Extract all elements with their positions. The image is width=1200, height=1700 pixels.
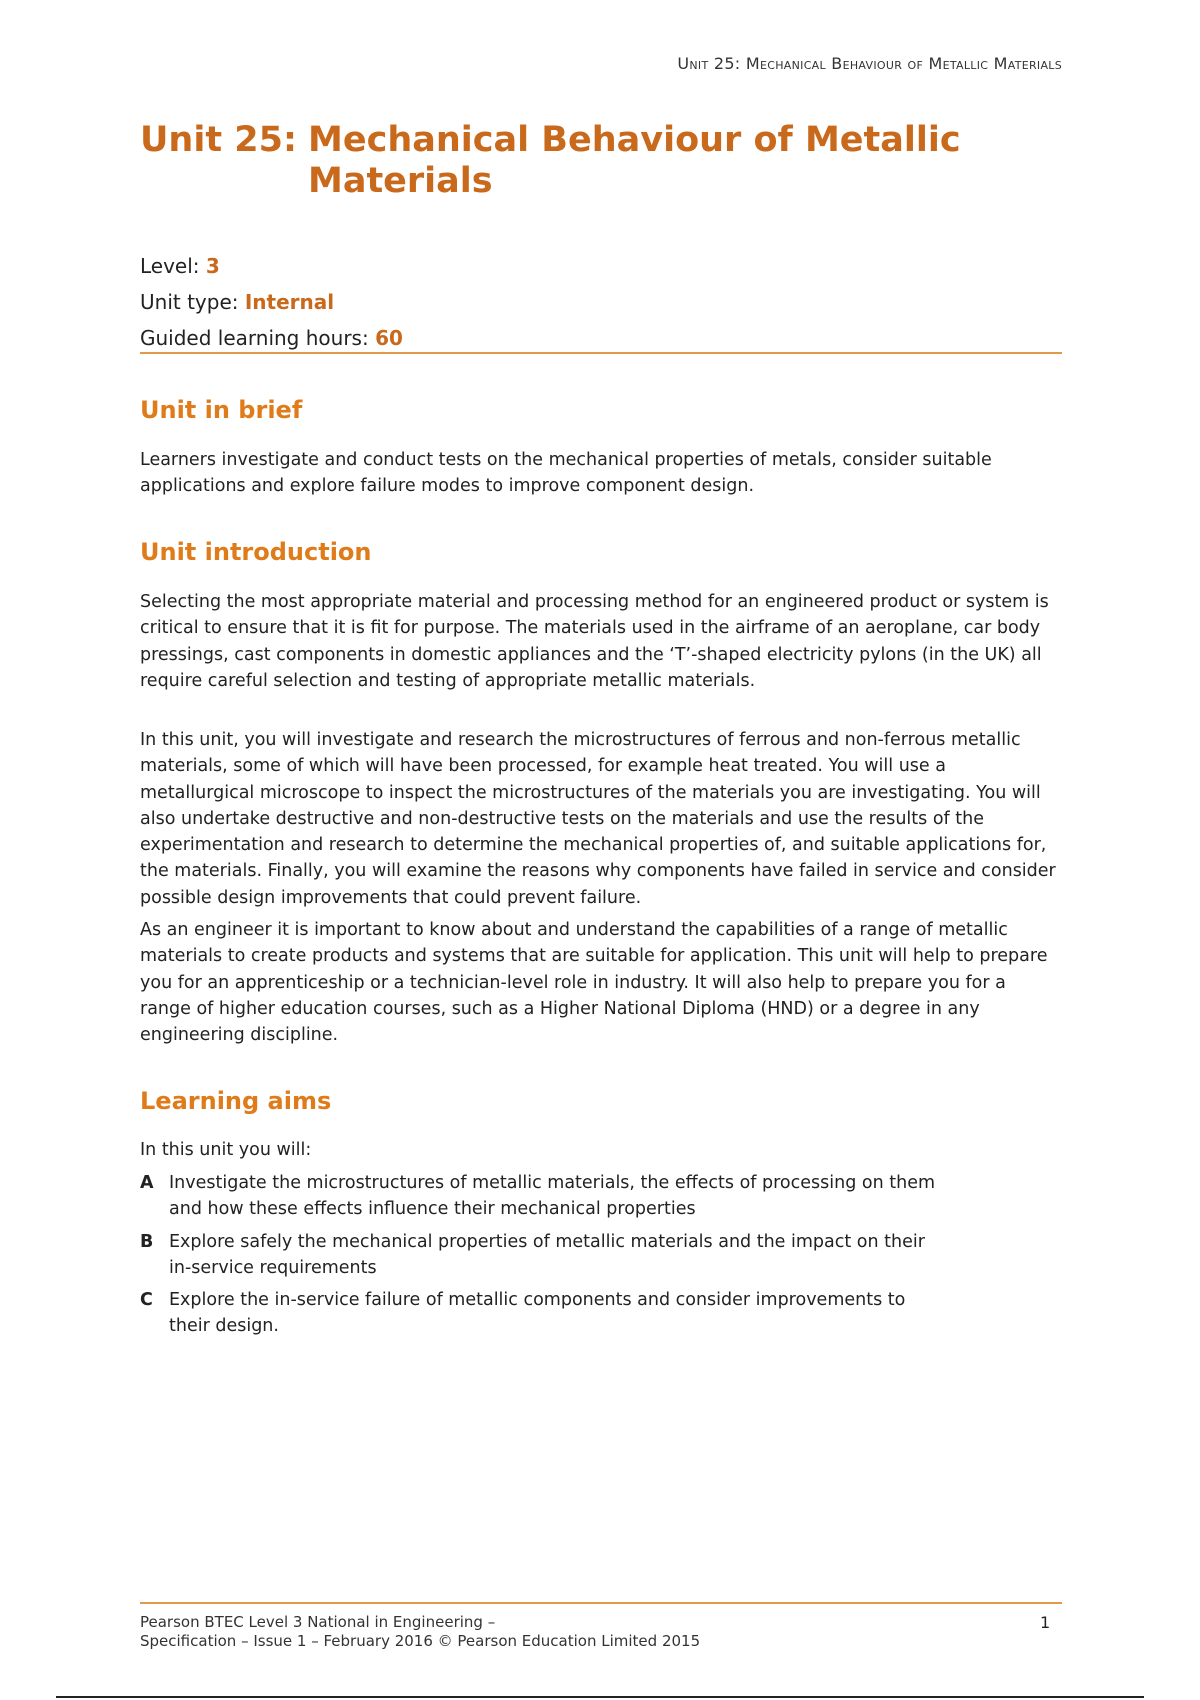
guided-hours-value: 60: [375, 326, 403, 350]
unit-type-label: Unit type:: [140, 290, 239, 314]
guided-hours-row: [140, 320, 403, 356]
intro-paragraph-1: Selecting the most appropriate material and processing method for an engineered product or system is critical to ensure that it is fit for purpose. The materials used in the airframe of an aeroplane, car body pressings, cast components in domestic appliances and the ‘T’-shaped electricity pylons (in the UK) all require careful selection and testing of appropriate metallic materials.: [140, 592, 1049, 691]
page-edge-line: [56, 1696, 1144, 1698]
running-header: Unit 25: Mechanical Behaviour of Metallic Materials: [677, 54, 1062, 73]
unit-name: Mechanical Behaviour of Metallic Materials: [308, 120, 961, 201]
learning-aim: [140, 1229, 1062, 1282]
intro-paragraph-2: In this unit, you will investigate and research the microstructures of ferrous and non-ferrous metallic materials, some of which will have been processed, for example heat treated. You will use a metallurgical microscope to inspect the microstructures of the materials you are investigating. You will also undertake destructive and non-destructive tests on the materials and use the results of the experimentation and research to determine the mechanical properties of, and suitable applications for, the materials. Finally, you will examine the reasons why components have failed in service and consider possible design improvements that could prevent failure.: [140, 730, 1056, 908]
aim-text: Explore the in-service failure of metallic components and consider improvements to their design.: [169, 1290, 906, 1337]
guided-hours-label: Guided learning hours:: [140, 326, 369, 350]
footer-line-1: Pearson BTEC Level 3 National in Engineering –: [140, 1613, 496, 1631]
aim-letter: A: [140, 1173, 154, 1193]
unit-in-brief-heading: Unit in brief: [140, 396, 303, 424]
learning-aim: [140, 1170, 1062, 1223]
level-label: Level:: [140, 254, 200, 278]
unit-type-value: Internal: [244, 290, 335, 314]
aim-text: Explore safely the mechanical properties of metallic materials and the impact on their in-service requirements: [169, 1231, 925, 1278]
unit-meta: [140, 248, 403, 356]
learning-aims-heading: Learning aims: [140, 1087, 332, 1115]
unit-number: Unit 25:: [140, 120, 297, 160]
page-title: [140, 120, 1040, 202]
learning-aims-intro: In this unit you will:: [140, 1140, 312, 1160]
level-row: [140, 248, 403, 284]
intro-paragraph-3: As an engineer it is important to know about and understand the capabilities of a range of metallic materials to create products and systems that are suitable for application. This unit will help to prepare you for an apprenticeship or a technician-level role in industry. It will also help to prepare you for a range of higher education courses, such as a Higher National Diploma (HND) or a degree in any engineering discipline.: [140, 920, 1048, 1046]
learning-aims-list: [140, 1170, 1062, 1346]
footer-divider: [140, 1602, 1062, 1604]
unit-in-brief-text: Learners investigate and conduct tests on the mechanical properties of metals, consider suitable applications and explore failure modes to improve component design.: [140, 450, 992, 497]
learning-aim: [140, 1287, 1062, 1340]
level-value: 3: [205, 254, 220, 278]
aim-letter: C: [140, 1290, 153, 1311]
aim-text: Investigate the microstructures of metallic materials, the effects of processing on them and how these effects influence their mechanical properties: [169, 1173, 936, 1220]
footer: [140, 1613, 700, 1651]
unit-introduction-heading: Unit introduction: [140, 538, 372, 566]
page-number: 1: [1040, 1613, 1051, 1632]
unit-type-row: [140, 284, 403, 320]
footer-line-2: Specification – Issue 1 – February 2016 © Pearson Education Limited 2015: [140, 1632, 701, 1650]
header-divider: [140, 352, 1062, 354]
aim-letter: B: [140, 1231, 154, 1252]
